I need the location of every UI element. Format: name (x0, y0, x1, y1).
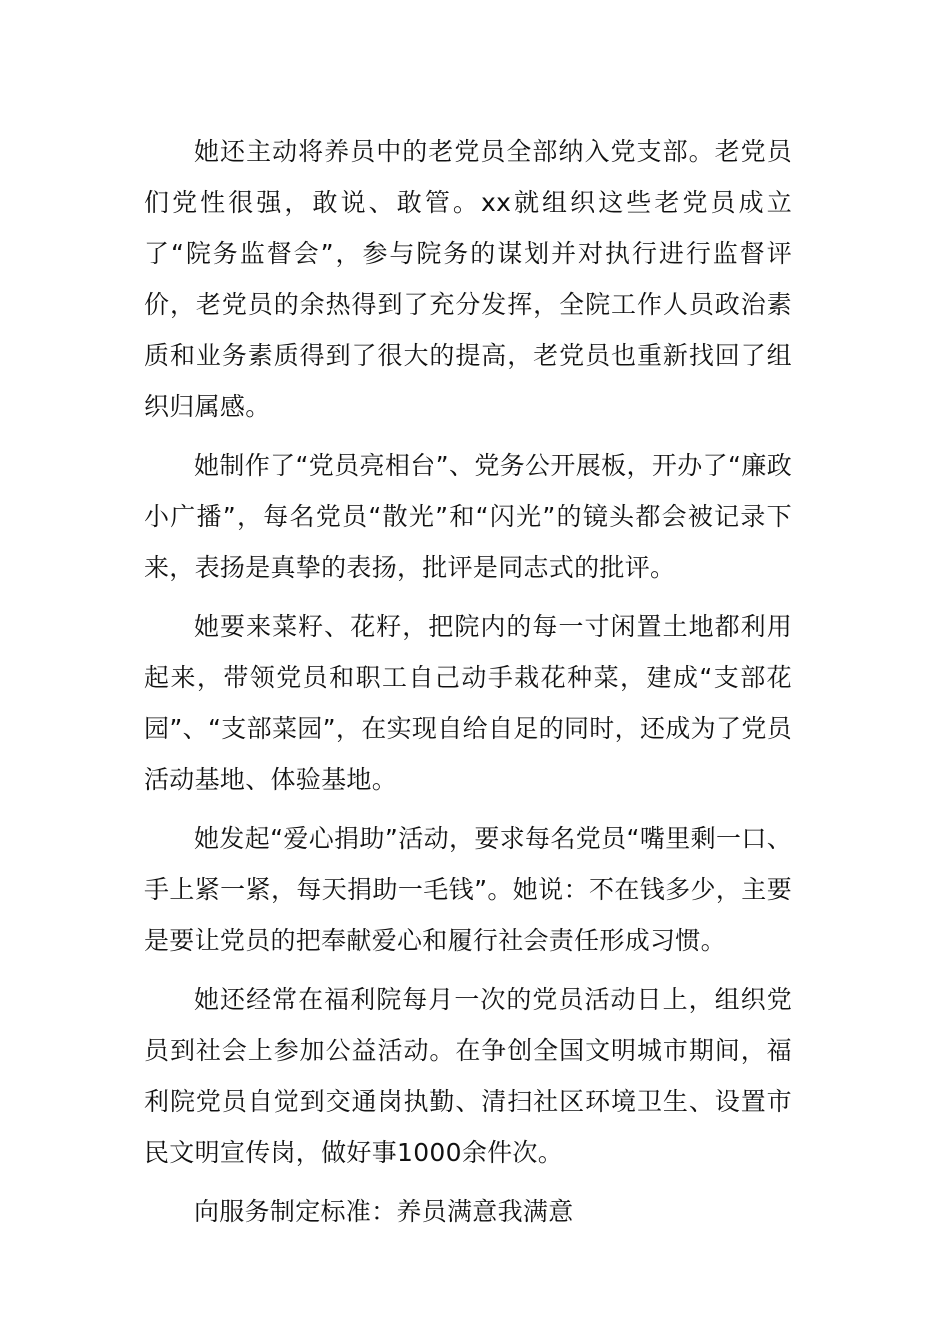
paragraph-party-members: 她还主动将养员中的老党员全部纳入党支部。老党员们党性很强，敢说、敢管。xx就组织这些老党员成立了“院务监督会”，参与院务的谋划并对执行进行监督评价，老党员的余热得到了充分发挥，全院工作人员政治素质和业务素质得到了很大的提高，老党员也重新找回了组织归属感。 (144, 137, 792, 421)
paragraph-gardens: 她要来菜籽、花籽，把院内的每一寸闲置土地都利用起来，带领党员和职工自己动手栽花种菜，建成“支部花园”、“支部菜园”，在实现自给自足的同时，还成为了党员活动基地、体验基地。 (144, 612, 792, 794)
paragraph-donation: 她发起“爱心捐助”活动，要求每名党员“嘴里剩一口、手上紧一紧，每天捐助一毛钱”。她说：不在钱多少，主要是要让党员的把奉献爱心和履行社会责任形成习惯。 (144, 824, 792, 955)
paragraph-publicity-board: 她制作了“党员亮相台”、党务公开展板，开办了“廉政小广播”，每名党员“散光”和“闪光”的镜头都会被记录下来，表扬是真挚的表扬，批评是同志式的批评。 (144, 451, 792, 582)
paragraph-public-welfare: 她还经常在福利院每月一次的党员活动日上，组织党员到社会上参加公益活动。在争创全国文明城市期间，福利院党员自觉到交通岗执勤、清扫社区环境卫生、设置市民文明宣传岗，做好事1000余件次。 (144, 985, 792, 1167)
document-body (144, 126, 792, 1237)
section-heading: 向服务制定标准：养员满意我满意 (194, 1197, 574, 1226)
